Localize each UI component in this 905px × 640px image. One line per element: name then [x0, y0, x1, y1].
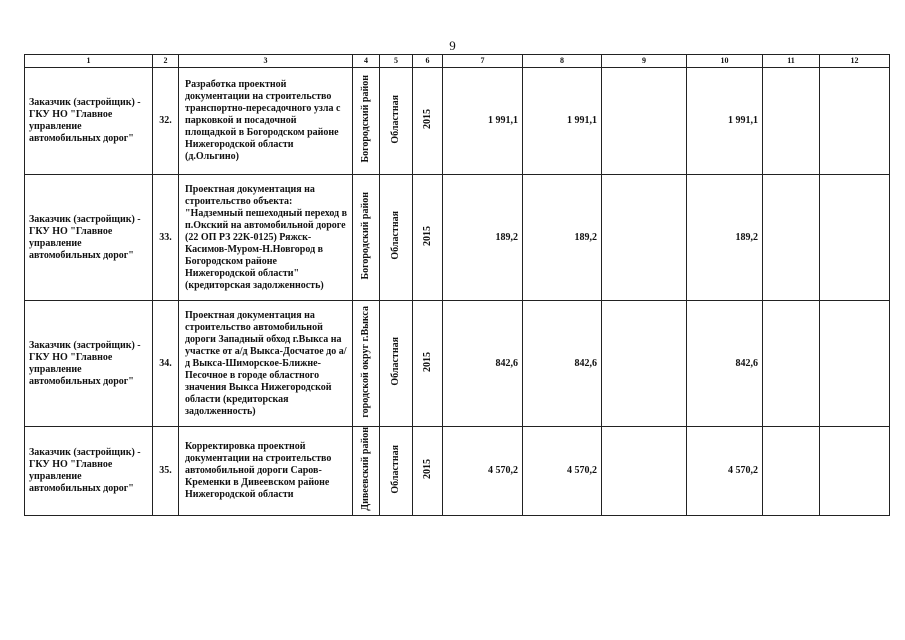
amount-col8: 1 991,1 [523, 68, 602, 175]
area-text: городской округ г.Выкса [360, 305, 371, 418]
amount-col11 [763, 68, 820, 175]
col-header-4: 4 [353, 55, 380, 68]
col-header-1: 1 [25, 55, 153, 68]
amount-col11 [763, 175, 820, 301]
description-cell: Проектная документация на строительство объекта: "Надземный пешеходный переход в п.Окский на автомобильной дороге (22 ОП РЗ 22К-0125) Ряжск-Касимов-Муром-Н.Новгород в Богородском районе Нижегородской области" (кредиторская задолженность) [179, 175, 353, 301]
amount-col7: 1 991,1 [443, 68, 523, 175]
amount-col12 [820, 301, 890, 427]
amount-col9 [602, 427, 687, 516]
amount-col9 [602, 301, 687, 427]
amount-col9 [602, 175, 687, 301]
level-cell [380, 301, 413, 427]
description-cell: Корректировка проектной документации на строительство автомобильной дороги Саров-Кременки в Дивеевском районе Нижегородской области [179, 427, 353, 516]
year-text: 2015 [421, 225, 433, 246]
col-header-5: 5 [380, 55, 413, 68]
amount-col7: 4 570,2 [443, 427, 523, 516]
col-header-11: 11 [763, 55, 820, 68]
col-header-9: 9 [602, 55, 687, 68]
area-cell [353, 68, 380, 175]
level-text: Областная [390, 211, 401, 260]
row-number: 35. [153, 427, 179, 516]
level-text: Областная [390, 444, 401, 494]
year-text: 2015 [421, 458, 433, 479]
amount-col10: 1 991,1 [687, 68, 763, 175]
description-cell: Проектная документация на строительство автомобильной дороги Западный обход г.Выкса на участке от а/д Выкса-Досчатое до а/д Выкса-Шиморское-Ближне-Песочное в городе областного значения Выкса Нижегородской области (кредиторская задолженность) [179, 301, 353, 427]
customer-cell: Заказчик (застройщик) - ГКУ НО "Главное управление автомобильных дорог" [25, 301, 153, 427]
amount-col10: 4 570,2 [687, 427, 763, 516]
amount-col8: 4 570,2 [523, 427, 602, 516]
level-cell [380, 68, 413, 175]
col-header-3: 3 [179, 55, 353, 68]
page-number: 9 [449, 38, 456, 53]
area-text: Богородский район [360, 75, 371, 163]
amount-col12 [820, 68, 890, 175]
customer-cell: Заказчик (застройщик) - ГКУ НО "Главное управление автомобильных дорог" [25, 427, 153, 516]
area-cell [353, 427, 380, 516]
description-cell: Разработка проектной документации на строительство транспортно-пересадочного узла с парковкой и посадочной площадкой в Богородском районе Нижегородской области (д.Ольгино) [179, 68, 353, 175]
year-text: 2015 [421, 109, 433, 129]
area-cell [353, 301, 380, 427]
amount-col11 [763, 301, 820, 427]
col-header-12: 12 [820, 55, 890, 68]
col-header-10: 10 [687, 55, 763, 68]
year-text: 2015 [421, 351, 433, 372]
level-cell [380, 427, 413, 516]
amount-col8: 842,6 [523, 301, 602, 427]
table-row [25, 301, 890, 427]
amount-col8: 189,2 [523, 175, 602, 301]
row-number: 32. [153, 68, 179, 175]
amount-col7: 189,2 [443, 175, 523, 301]
amount-col9 [602, 68, 687, 175]
customer-cell: Заказчик (застройщик) - ГКУ НО "Главное управление автомобильных дорог" [25, 175, 153, 301]
level-text: Областная [390, 337, 401, 386]
amount-col12 [820, 427, 890, 516]
customer-cell: Заказчик (застройщик) - ГКУ НО "Главное управление автомобильных дорог" [25, 68, 153, 175]
amount-col12 [820, 175, 890, 301]
amount-col7: 842,6 [443, 301, 523, 427]
area-cell [353, 175, 380, 301]
table-row [25, 175, 890, 301]
area-text: Богородский район [360, 191, 371, 280]
level-cell [380, 175, 413, 301]
col-header-8: 8 [523, 55, 602, 68]
row-number: 33. [153, 175, 179, 301]
col-header-7: 7 [443, 55, 523, 68]
investment-table [24, 54, 890, 516]
year-cell [413, 175, 443, 301]
table-row [25, 68, 890, 175]
table-row [25, 427, 890, 516]
amount-col10: 842,6 [687, 301, 763, 427]
area-text: Дивеевский район [360, 427, 371, 511]
level-text: Областная [390, 94, 401, 144]
col-header-6: 6 [413, 55, 443, 68]
row-number: 34. [153, 301, 179, 427]
amount-col10: 189,2 [687, 175, 763, 301]
amount-col11 [763, 427, 820, 516]
year-cell [413, 301, 443, 427]
col-header-2: 2 [153, 55, 179, 68]
column-number-row [25, 55, 890, 68]
year-cell [413, 427, 443, 516]
year-cell [413, 68, 443, 175]
